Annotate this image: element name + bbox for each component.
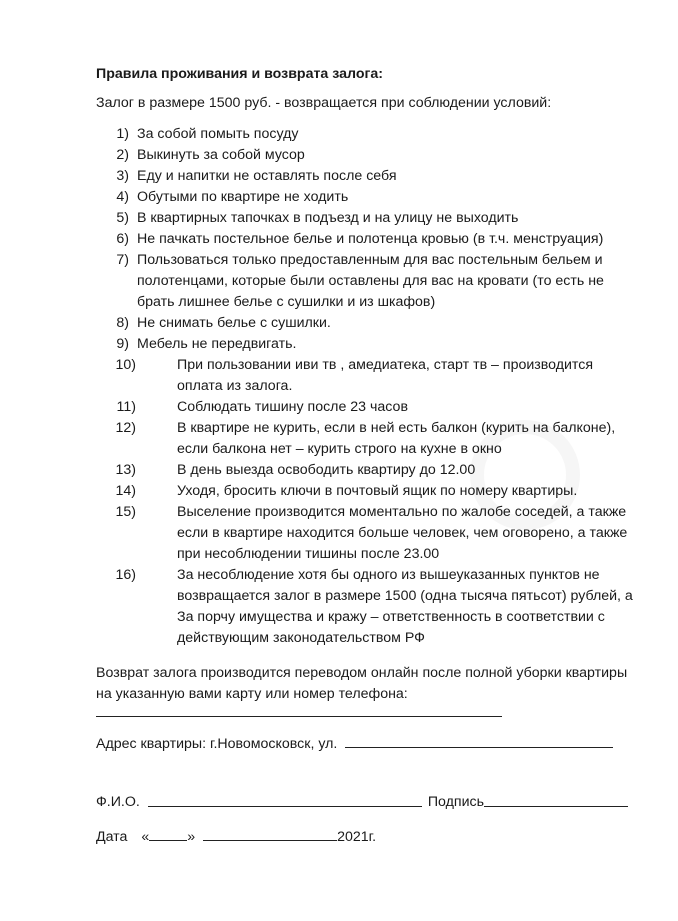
rule-number: 7) — [116, 252, 129, 268]
rule-number: 12) — [115, 420, 136, 436]
rule-number: 13) — [115, 462, 136, 478]
deposit-return-text: Возврат залога производится переводом онлайн после полной уборки квартиры на указанную вами карту или номер телефона: — [96, 665, 628, 702]
date-month-field[interactable] — [203, 826, 337, 841]
deposit-intro: Залог в размере 1500 руб. - возвращается при соблюдении условий: — [96, 95, 552, 111]
date-year: 2021г. — [337, 829, 377, 845]
rule-text: Пользоваться только предоставленным для вас постельным бельем и полотенцами, которые были оставлены для вас на кровати (то есть не брать лишнее белье с сушилки и из шкафов) — [137, 252, 604, 310]
rule-text: Обутыми по квартире не ходить — [137, 189, 349, 205]
date-close-quote: » — [187, 829, 196, 845]
address-label: Адрес квартиры: г.Новомосковск, ул. — [96, 736, 338, 752]
payment-details-line[interactable] — [96, 705, 502, 717]
rule-number: 4) — [116, 189, 129, 205]
rule-number: 14) — [115, 483, 136, 499]
fio-label: Ф.И.О. — [96, 794, 140, 810]
date-label: Дата — [96, 829, 128, 845]
list-item — [96, 229, 638, 250]
list-item — [96, 334, 638, 355]
rule-number: 8) — [116, 315, 129, 331]
rule-text: В день выезда освободить квартиру до 12.00 — [177, 462, 476, 478]
list-item — [96, 565, 638, 649]
list-item — [96, 166, 638, 187]
rule-number: 6) — [116, 231, 129, 247]
rule-number: 2) — [116, 147, 129, 163]
rule-text: За собой помыть посуду — [137, 126, 299, 142]
rules-list — [96, 124, 638, 649]
list-item — [96, 187, 638, 208]
rule-number: 3) — [116, 168, 129, 184]
address-field[interactable] — [345, 733, 613, 748]
rule-text: Еду и напитки не оставлять после себя — [137, 168, 397, 184]
rule-number: 10) — [115, 357, 136, 373]
rule-number: 16) — [115, 567, 136, 583]
rule-number: 15) — [115, 504, 136, 520]
rule-text: Мебель не передвигать. — [137, 336, 297, 352]
list-item — [96, 250, 638, 313]
list-item — [96, 124, 638, 145]
list-item — [96, 313, 638, 334]
list-item — [96, 397, 638, 418]
fio-field[interactable] — [148, 792, 422, 807]
rule-text: Выселение производится моментально по жалобе соседей, а также если в квартире находится больше человек, чем оговорено, а также при несоблюдении тишины после 23.00 — [177, 504, 628, 562]
rule-number: 5) — [116, 210, 129, 226]
date-open-quote: « — [141, 829, 150, 845]
list-item — [96, 355, 638, 397]
rule-text: Не снимать белье с сушилки. — [137, 315, 331, 331]
rule-number: 11) — [116, 399, 136, 415]
date-day-field[interactable] — [149, 826, 187, 841]
rule-number: 1) — [116, 126, 129, 142]
rule-text: В квартирных тапочках в подъезд и на улицу не выходить — [137, 210, 519, 226]
rule-text: Не пачкать постельное белье и полотенца кровью (в т.ч. менструация) — [137, 231, 604, 247]
signature-label: Подпись — [427, 794, 485, 810]
rule-text: В квартире не курить, если в ней есть балкон (курить на балконе), если балкона нет – курить строго на кухне в окно — [177, 420, 616, 457]
list-item — [96, 145, 638, 166]
rule-text: За несоблюдение хотя бы одного из вышеуказанных пунктов не возвращается залог в размере 1500 (одна тысяча пятьсот) рублей, а За порчу имущества и кражу – ответственность в соответствии с действующим законодательством РФ — [177, 567, 633, 646]
address-row — [96, 733, 638, 755]
rule-number: 9) — [116, 336, 129, 352]
watermark — [470, 420, 580, 530]
list-item — [96, 208, 638, 229]
rule-text: Выкинуть за собой мусор — [137, 147, 305, 163]
signature-row — [96, 792, 638, 813]
document-title: Правила проживания и возврата залога: — [96, 66, 384, 82]
signature-field[interactable] — [484, 792, 628, 807]
rule-text: При пользовании иви тв , амедиатека, старт тв – производится оплата из залога. — [177, 357, 594, 394]
date-row — [96, 826, 638, 848]
rule-text: Уходя, бросить ключи в почтовый ящик по номеру квартиры. — [177, 483, 578, 499]
rule-text: Соблюдать тишину после 23 часов — [177, 399, 408, 415]
